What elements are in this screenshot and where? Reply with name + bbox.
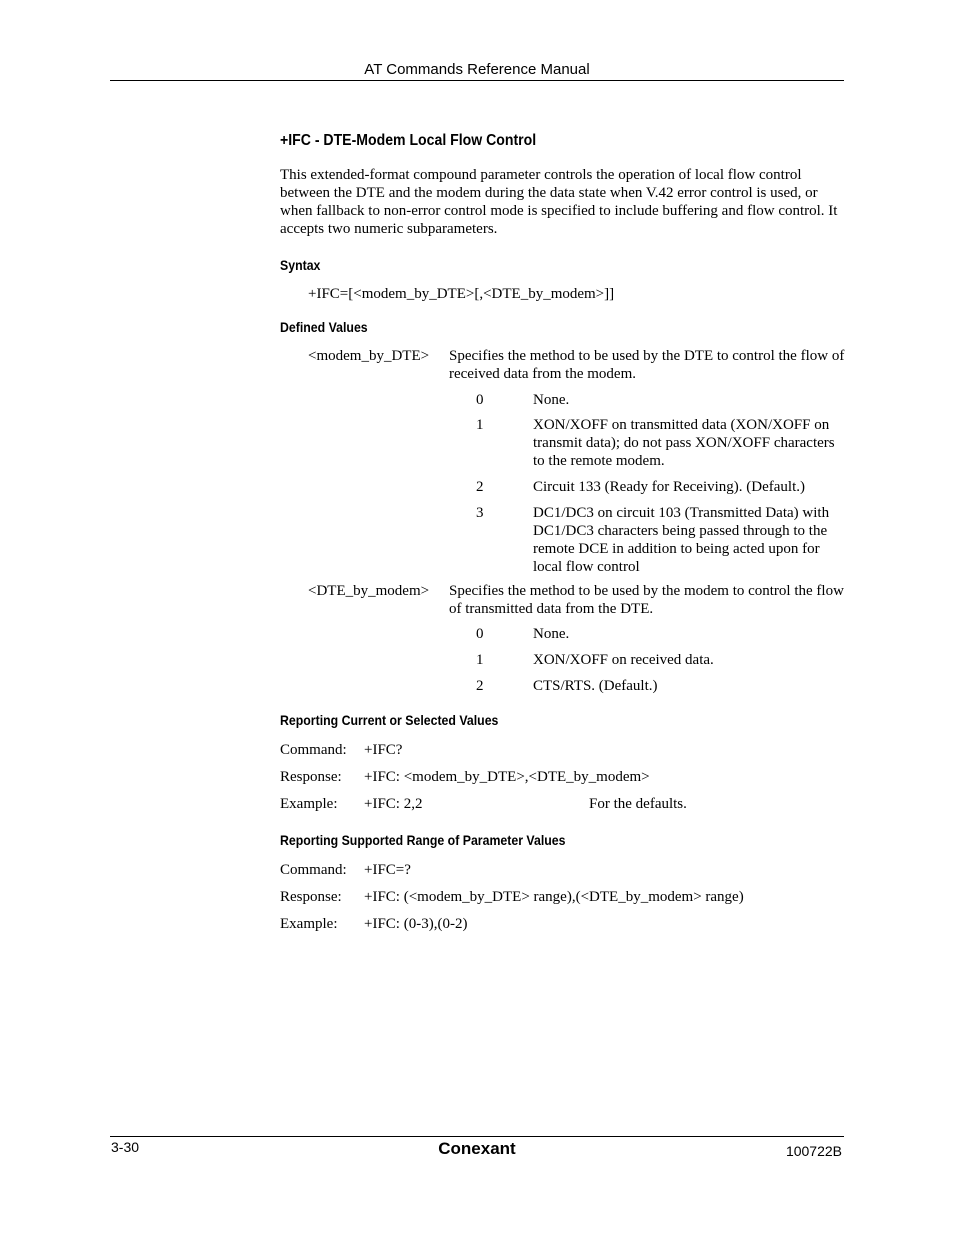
value-code: 0: [476, 626, 484, 642]
param-description: Specifies the method to be used by the DTE to control the flow of received data from the modem.: [449, 348, 845, 382]
value-text: DC1/DC3 on circuit 103 (Transmitted Data) with DC1/DC3 characters being passed through to the remote DCE in addition to being acted upon for local flow control: [533, 505, 830, 575]
value-text: None.: [533, 626, 570, 642]
header-rule: [110, 80, 844, 81]
value-code: 2: [476, 479, 484, 495]
row-value: +IFC?: [364, 742, 403, 758]
value-text: None.: [533, 392, 570, 408]
page-number: 3-30: [111, 1139, 140, 1155]
reporting-range-heading: Reporting Supported Range of Parameter Values: [280, 832, 566, 848]
row-value: +IFC: <modem_by_DTE>,<DTE_by_modem>: [364, 769, 650, 785]
section-title: +IFC - DTE-Modem Local Flow Control: [280, 132, 537, 149]
row-label: Response:: [280, 889, 342, 905]
value-code: 2: [476, 678, 484, 694]
value-text: CTS/RTS. (Default.): [533, 678, 658, 694]
syntax-heading: Syntax: [280, 257, 321, 273]
intro-paragraph: This extended-format compound parameter controls the operation of local flow control between the DTE and the modem during the data state when V.42 error control is used, or when fallback to non-error control mode is specified to include buffering and flow control. It accepts two numeric subparameters.: [280, 167, 838, 237]
row-value: +IFC: 2,2: [364, 796, 423, 812]
syntax-text: +IFC=[<modem_by_DTE>[,<DTE_by_modem>]]: [308, 286, 615, 302]
row-value: +IFC: (0-3),(0-2): [364, 916, 468, 932]
value-code: 0: [476, 392, 484, 408]
row-value: +IFC=?: [364, 862, 411, 878]
row-label: Response:: [280, 769, 342, 785]
row-label: Example:: [280, 796, 338, 812]
footer-rule: [110, 1136, 844, 1137]
value-code: 1: [476, 417, 484, 433]
running-header: AT Commands Reference Manual: [364, 61, 590, 78]
row-note: For the defaults.: [589, 796, 687, 812]
row-label: Command:: [280, 742, 347, 758]
param-name: <DTE_by_modem>: [308, 583, 430, 599]
document-number: 100722B: [785, 1143, 842, 1159]
row-label: Command:: [280, 862, 347, 878]
row-value: +IFC: (<modem_by_DTE> range),(<DTE_by_modem> range): [364, 889, 744, 905]
reporting-current-heading: Reporting Current or Selected Values: [280, 712, 499, 728]
value-text: Circuit 133 (Ready for Receiving). (Default.): [533, 479, 805, 495]
param-description: Specifies the method to be used by the modem to control the flow of transmitted data from the DTE.: [449, 583, 844, 617]
defined-values-heading: Defined Values: [280, 319, 368, 335]
param-name: <modem_by_DTE>: [308, 348, 430, 364]
value-text: XON/XOFF on transmitted data (XON/XOFF on transmit data); do not pass XON/XOFF characters to the remote modem.: [533, 417, 835, 469]
value-code: 3: [476, 505, 484, 521]
value-code: 1: [476, 652, 484, 668]
value-text: XON/XOFF on received data.: [533, 652, 714, 668]
company-name: Conexant: [438, 1139, 516, 1158]
row-label: Example:: [280, 916, 338, 932]
